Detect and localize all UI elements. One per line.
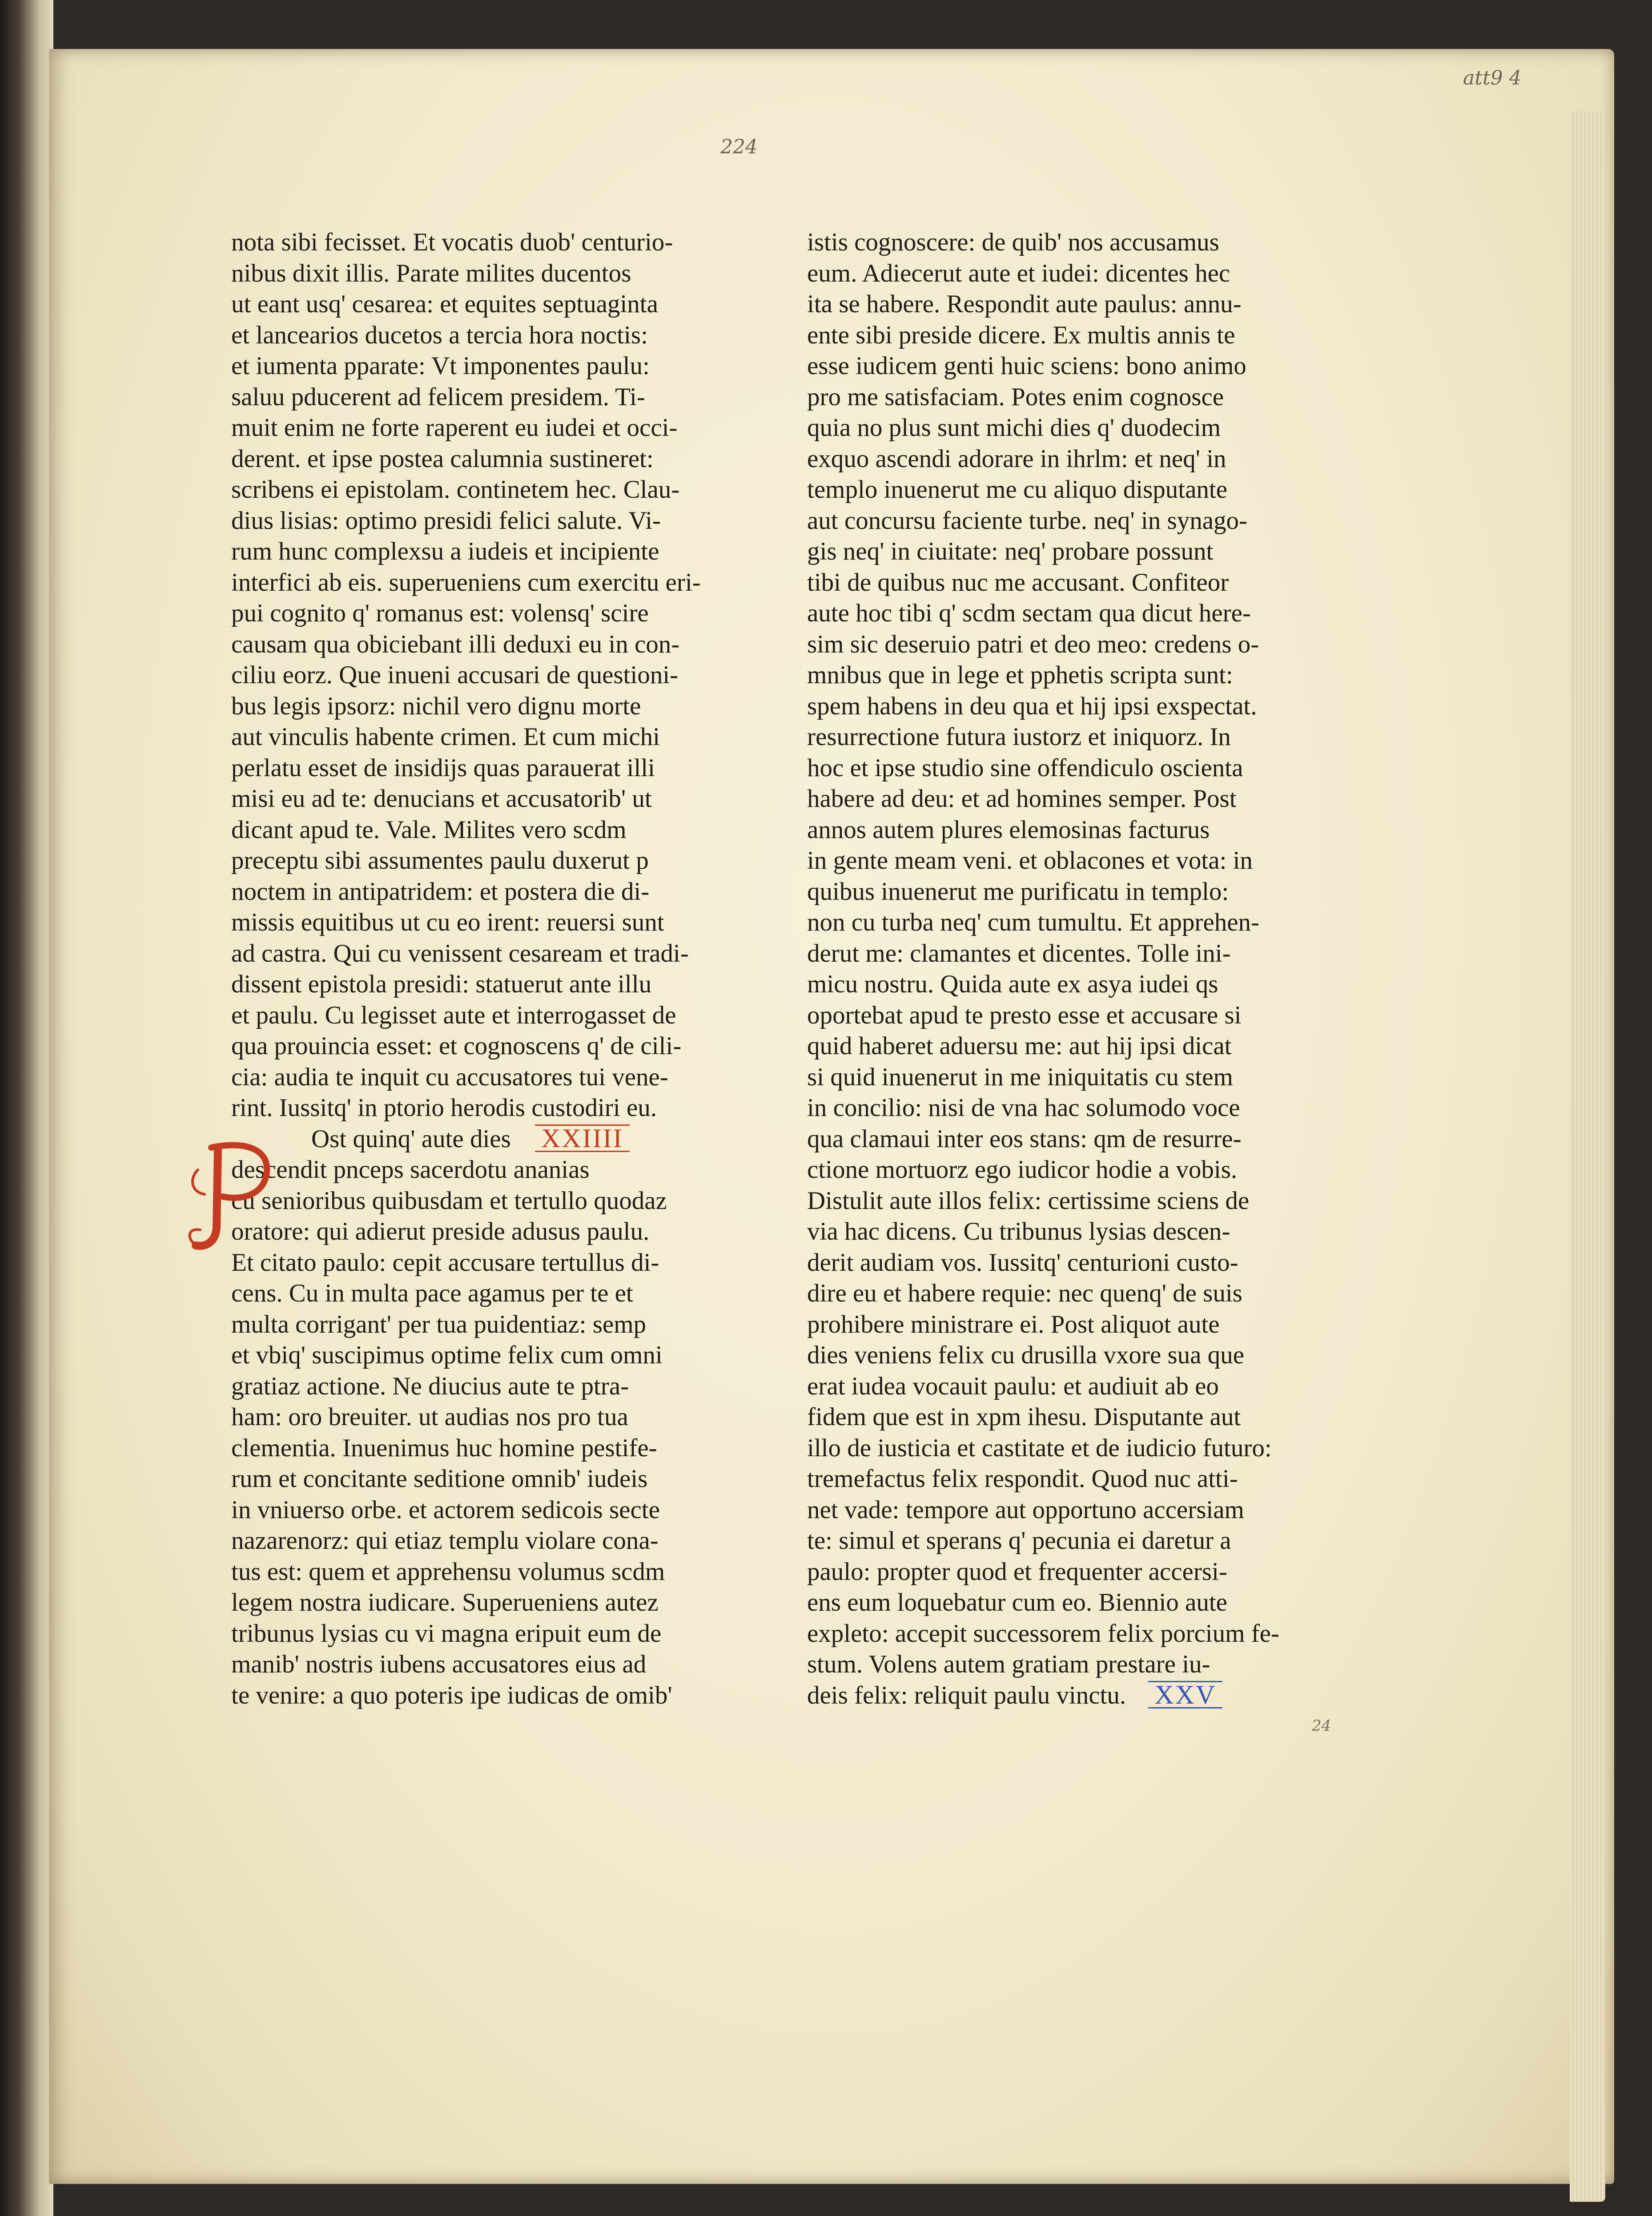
text-line: hoc et ipse studio sine offendiculo oscienta <box>807 753 1243 782</box>
text-line: et lancearios ducetos a tercia hora noctis: <box>231 321 648 349</box>
text-line: templo inuenerut me cu aliquo disputante <box>807 475 1228 504</box>
text-line: ciliu eorz. Que inueni accusari de questioni- <box>231 661 679 689</box>
text-line: descendit pnceps sacerdotu ananias <box>231 1156 590 1184</box>
text-line: te: simul et sperans q' pecunia ei daretur a <box>807 1527 1231 1555</box>
text-line: et vbiq' suscipimus optime felix cum omni <box>231 1341 663 1369</box>
text-line: si quid inuenerut in me iniquitatis cu stem <box>807 1063 1233 1091</box>
text-line: expleto: accepit successorem felix porcium fe- <box>807 1619 1279 1648</box>
text-line: tribunus lysias cu vi magna eripuit eum de <box>231 1619 662 1648</box>
text-line: aut vinculis habente crimen. Et cum michi <box>231 723 660 751</box>
text-line: nazarenorz: qui etiaz templu violare cona- <box>231 1527 659 1555</box>
page-fore-edge <box>1570 111 1605 2202</box>
text-line: eum. Adiecerut aute et iudei: dicentes hec <box>807 259 1230 287</box>
text-line: sim sic deseruio patri et deo meo: credens o- <box>807 630 1259 658</box>
text-line: esse iudicem genti huic sciens: bono animo <box>807 352 1246 380</box>
text-line: quibus inuenerut me purificatu in templo: <box>807 877 1229 906</box>
text-line: preceptu sibi assumentes paulu duxerut p <box>231 846 649 874</box>
left-column <box>231 227 720 1711</box>
text-line: gratiaz actione. Ne diucius aute te ptra- <box>231 1372 629 1400</box>
text-line: quid haberet aduersu me: aut hij ipsi dicat <box>807 1032 1232 1060</box>
text-line: qua prouincia esset: et cognoscens q' de cili- <box>231 1032 682 1060</box>
text-line: scribens ei epistolam. continetem hec. Clau- <box>231 475 680 504</box>
chapter-25-last-line: deis felix: reliquit paulu vinctu. <box>807 1681 1126 1709</box>
text-line: dies veniens felix cu drusilla vxore sua que <box>807 1341 1244 1369</box>
text-line: dicant apud te. Vale. Milites vero scdm <box>231 815 627 844</box>
text-line: erat iudea vocauit paulu: et audiuit ab eo <box>807 1372 1219 1400</box>
text-line: fidem que est in xpm ihesu. Disputante aut <box>807 1403 1241 1431</box>
folio-mark: att9 4 <box>1463 67 1522 89</box>
margin-note: 24 <box>1312 1717 1331 1735</box>
text-line: stum. Volens autem gratiam prestare iu- <box>807 1650 1210 1678</box>
text-line: ut eant usq' cesarea: et equites septuaginta <box>231 290 658 318</box>
text-line: missis equitibus ut cu eo irent: reuersi sunt <box>231 908 664 936</box>
text-line: quia no plus sunt michi dies q' duodecim <box>807 414 1221 442</box>
chapter-24-number: XXIIII <box>535 1124 630 1152</box>
text-line: in gente meam veni. et oblacones et vota: in <box>807 846 1253 874</box>
text-line: bus legis ipsorz: nichil vero dignu morte <box>231 692 641 720</box>
text-line: spem habens in deu qua et hij ipsi exspectat. <box>807 692 1257 720</box>
text-line: in vniuerso orbe. et actorem sedicois secte <box>231 1495 660 1524</box>
text-line: gis neq' in ciuitate: neq' probare possunt <box>807 537 1214 565</box>
text-line: legem nostra iudicare. Superueniens autez <box>231 1588 659 1616</box>
text-line: cens. Cu in multa pace agamus per te et <box>231 1279 633 1307</box>
text-line: via hac dicens. Cu tribunus lysias descen- <box>807 1217 1230 1245</box>
text-line: nota sibi fecisset. Et vocatis duob' centurio- <box>231 228 673 256</box>
text-line: ad castra. Qui cu venissent cesaream et tradi- <box>231 939 689 967</box>
text-line: misi eu ad te: denucians et accusatorib' ut <box>231 785 652 813</box>
text-line: ctione mortuorz ego iudicor hodie a vobis. <box>807 1156 1238 1184</box>
text-line: istis cognoscere: de quib' nos accusamus <box>807 228 1219 256</box>
text-line: aute hoc tibi q' scdm sectam qua dicut here- <box>807 599 1251 627</box>
text-line: micu nostru. Quida aute ex asya iudei qs <box>807 970 1218 998</box>
right-column <box>807 227 1296 1711</box>
text-line: prohibere ministrare ei. Post aliquot aute <box>807 1310 1220 1338</box>
chapter-25-number: XXV <box>1148 1681 1222 1708</box>
text-line: perlatu esset de insidijs quas parauerat illi <box>231 753 655 782</box>
page-number: 224 <box>720 136 758 158</box>
text-line: net vade: tempore aut opportuno accersiam <box>807 1495 1244 1524</box>
text-line: derit audiam vos. Iussitq' centurioni custo- <box>807 1248 1238 1277</box>
text-line: clementia. Inuenimus huc homine pestife- <box>231 1434 657 1462</box>
text-line: paulo: propter quod et frequenter accersi- <box>807 1557 1227 1586</box>
text-line: rint. Iussitq' in ptorio herodis custodiri eu. <box>231 1094 657 1122</box>
text-line: et paulu. Cu legisset aute et interrogasset de <box>231 1001 676 1029</box>
text-line: tus est: quem et apprehensu volumus scdm <box>231 1557 665 1586</box>
text-line: rum et concitante seditione omnib' iudeis <box>231 1465 648 1493</box>
text-line: illo de iusticia et castitate et de iudicio futuro: <box>807 1434 1272 1462</box>
text-line: interfici ab eis. superueniens cum exercitu eri- <box>231 568 701 596</box>
text-line: cia: audia te inquit cu accusatores tui vene- <box>231 1063 668 1091</box>
text-line: derut me: clamantes et dicentes. Tolle ini- <box>807 939 1231 967</box>
text-line: habere ad deu: et ad homines semper. Post <box>807 785 1237 813</box>
text-line: dissent epistola presidi: statuerut ante illu <box>231 970 652 998</box>
text-line: nibus dixit illis. Parate milites ducentos <box>231 259 631 287</box>
text-line: qua clamaui inter eos stans: qm de resurre- <box>807 1124 1242 1153</box>
text-line: manib' nostris iubens accusatores eius ad <box>231 1650 647 1678</box>
text-line: exquo ascendi adorare in ihrlm: et neq' in <box>807 444 1226 473</box>
text-line: annos autem plures elemosinas facturus <box>807 815 1210 844</box>
text-line: tremefactus felix respondit. Quod nuc atti- <box>807 1465 1238 1493</box>
text-line: non cu turba neq' cum tumultu. Et apprehen- <box>807 908 1259 936</box>
text-line: in concilio: nisi de vna hac solumodo voce <box>807 1094 1240 1122</box>
text-line: dius lisias: optimo presidi felici salute. Vi- <box>231 506 661 535</box>
left-column-lines-after <box>231 1154 720 1711</box>
text-line: oratore: qui adierut preside adusus paulu. <box>231 1217 650 1245</box>
chapter-24-first-line: Ost quinq' aute dies <box>311 1124 511 1153</box>
chapter-25-heading <box>807 1680 1296 1711</box>
text-line: ente sibi preside dicere. Ex multis annis te <box>807 321 1235 349</box>
text-line: ens eum loquebatur cum eo. Biennio aute <box>807 1588 1227 1616</box>
text-line: noctem in antipatridem: et postera die di- <box>231 877 650 906</box>
binding-edge <box>0 0 53 2216</box>
text-line: aut concursu faciente turbe. neq' in synago- <box>807 506 1247 535</box>
text-line: causam qua obiciebant illi deduxi eu in con- <box>231 630 680 658</box>
text-line: rum hunc complexsu a iudeis et incipiente <box>231 537 659 565</box>
text-line: pui cognito q' romanus est: volensq' scire <box>231 599 649 627</box>
text-line: pro me satisfaciam. Potes enim cognosce <box>807 383 1224 411</box>
text-line: Et citato paulo: cepit accusare tertullus di- <box>231 1248 659 1277</box>
text-line: muit enim ne forte raperent eu iudei et occi- <box>231 414 678 442</box>
text-line: ham: oro breuiter. ut audias nos pro tua <box>231 1403 628 1431</box>
chapter-24-heading <box>231 1124 720 1155</box>
text-line: cu senioribus quibusdam et tertullo quodaz <box>231 1186 667 1215</box>
text-line: et iumenta pparate: Vt imponentes paulu: <box>231 352 650 380</box>
text-line: ita se habere. Respondit aute paulus: annu- <box>807 290 1242 318</box>
text-line: resurrectione futura iustorz et iniquorz. In <box>807 723 1231 751</box>
text-line: dire eu et habere requie: nec quenq' de suis <box>807 1279 1242 1307</box>
text-line: te venire: a quo poteris ipe iudicas de omib' <box>231 1681 672 1709</box>
right-column-lines <box>807 227 1296 1680</box>
text-line: tibi de quibus nuc me accusant. Confiteor <box>807 568 1229 596</box>
left-column-lines <box>231 227 720 1124</box>
text-line: saluu pducerent ad felicem presidem. Ti- <box>231 383 645 411</box>
decorated-initial-p <box>180 1139 273 1254</box>
text-line: multa corrigant' per tua puidentiaz: semp <box>231 1310 647 1338</box>
text-line: Distulit aute illos felix: certissime sciens de <box>807 1186 1250 1215</box>
text-line: mnibus que in lege et pphetis scripta sunt: <box>807 661 1233 689</box>
text-line: oportebat apud te presto esse et accusare si <box>807 1001 1242 1029</box>
text-line: derent. et ipse postea calumnia sustineret: <box>231 444 654 473</box>
